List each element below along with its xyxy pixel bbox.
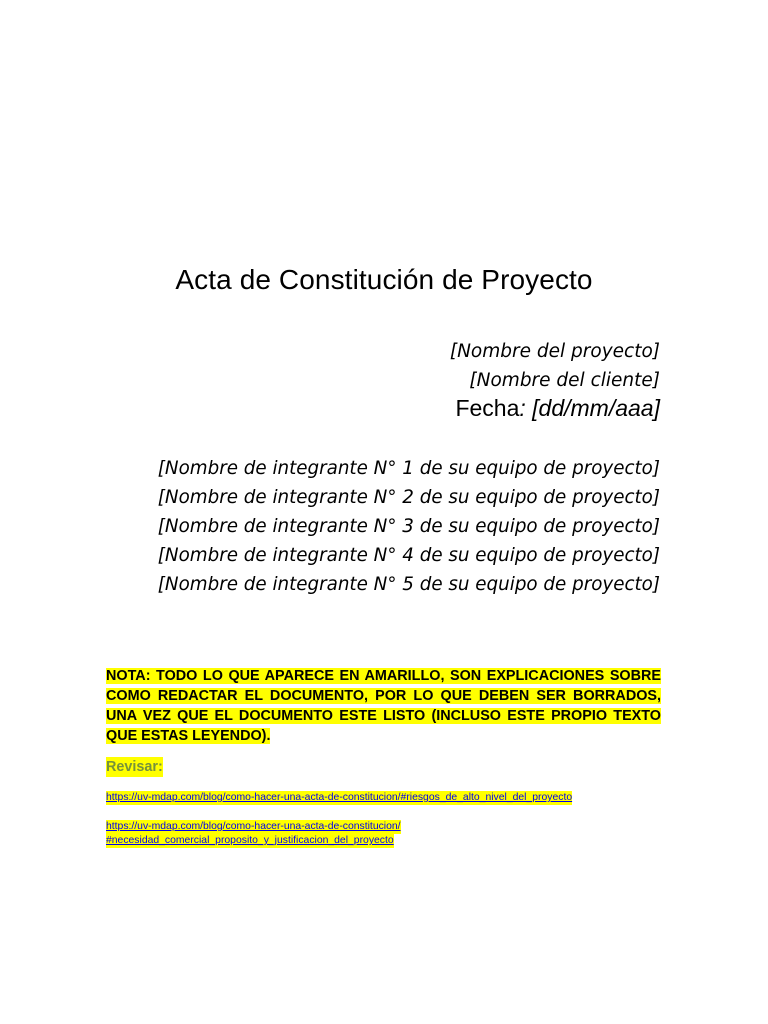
team-member-3: [Nombre de integrante N° 3 de su equipo de proyecto]	[157, 516, 660, 537]
revisar-label: Revisar:	[106, 759, 163, 775]
nota-paragraph	[106, 666, 661, 746]
team-member-5: [Nombre de integrante N° 5 de su equipo de proyecto]	[157, 574, 660, 595]
team-member-2: [Nombre de integrante N° 2 de su equipo de proyecto]	[157, 487, 660, 508]
client-name: [Nombre del cliente]	[469, 370, 660, 391]
link-riesgos[interactable]: https://uv-mdap.com/blog/como-hacer-una-acta-de-constitucion/#riesgos_de_alto_nivel_del_proyecto	[106, 792, 573, 803]
project-info-block	[450, 337, 660, 422]
project-name: [Nombre del proyecto]	[449, 341, 660, 362]
fecha-value: : [dd/mm/aaa]	[519, 395, 660, 421]
fecha-label: Fecha	[455, 395, 520, 421]
link-acta-constitucion[interactable]: https://uv-mdap.com/blog/como-hacer-una-acta-de-constitucion/	[106, 821, 401, 832]
team-member-4: [Nombre de integrante N° 4 de su equipo de proyecto]	[157, 545, 660, 566]
fecha-line	[450, 394, 660, 422]
nota-text: NOTA: TODO LO QUE APARECE EN AMARILLO, SON EXPLICACIONES SOBRE COMO REDACTAR EL DOCUMENTO, POR LO QUE DEBEN SER BORRADOS, UNA VEZ QUE EL DOCUMENTO ESTE LISTO (INCLUSO ESTE PROPIO TEXTO QUE ESTAS LEYENDO).	[106, 668, 661, 744]
team-member-list	[158, 454, 660, 599]
document-title: Acta de Constitución de Proyecto	[175, 264, 593, 295]
link-necesidad-comercial[interactable]: #necesidad_comercial_proposito_y_justificacion_del_proyecto	[106, 835, 394, 846]
team-member-1: [Nombre de integrante N° 1 de su equipo de proyecto]	[157, 458, 660, 479]
